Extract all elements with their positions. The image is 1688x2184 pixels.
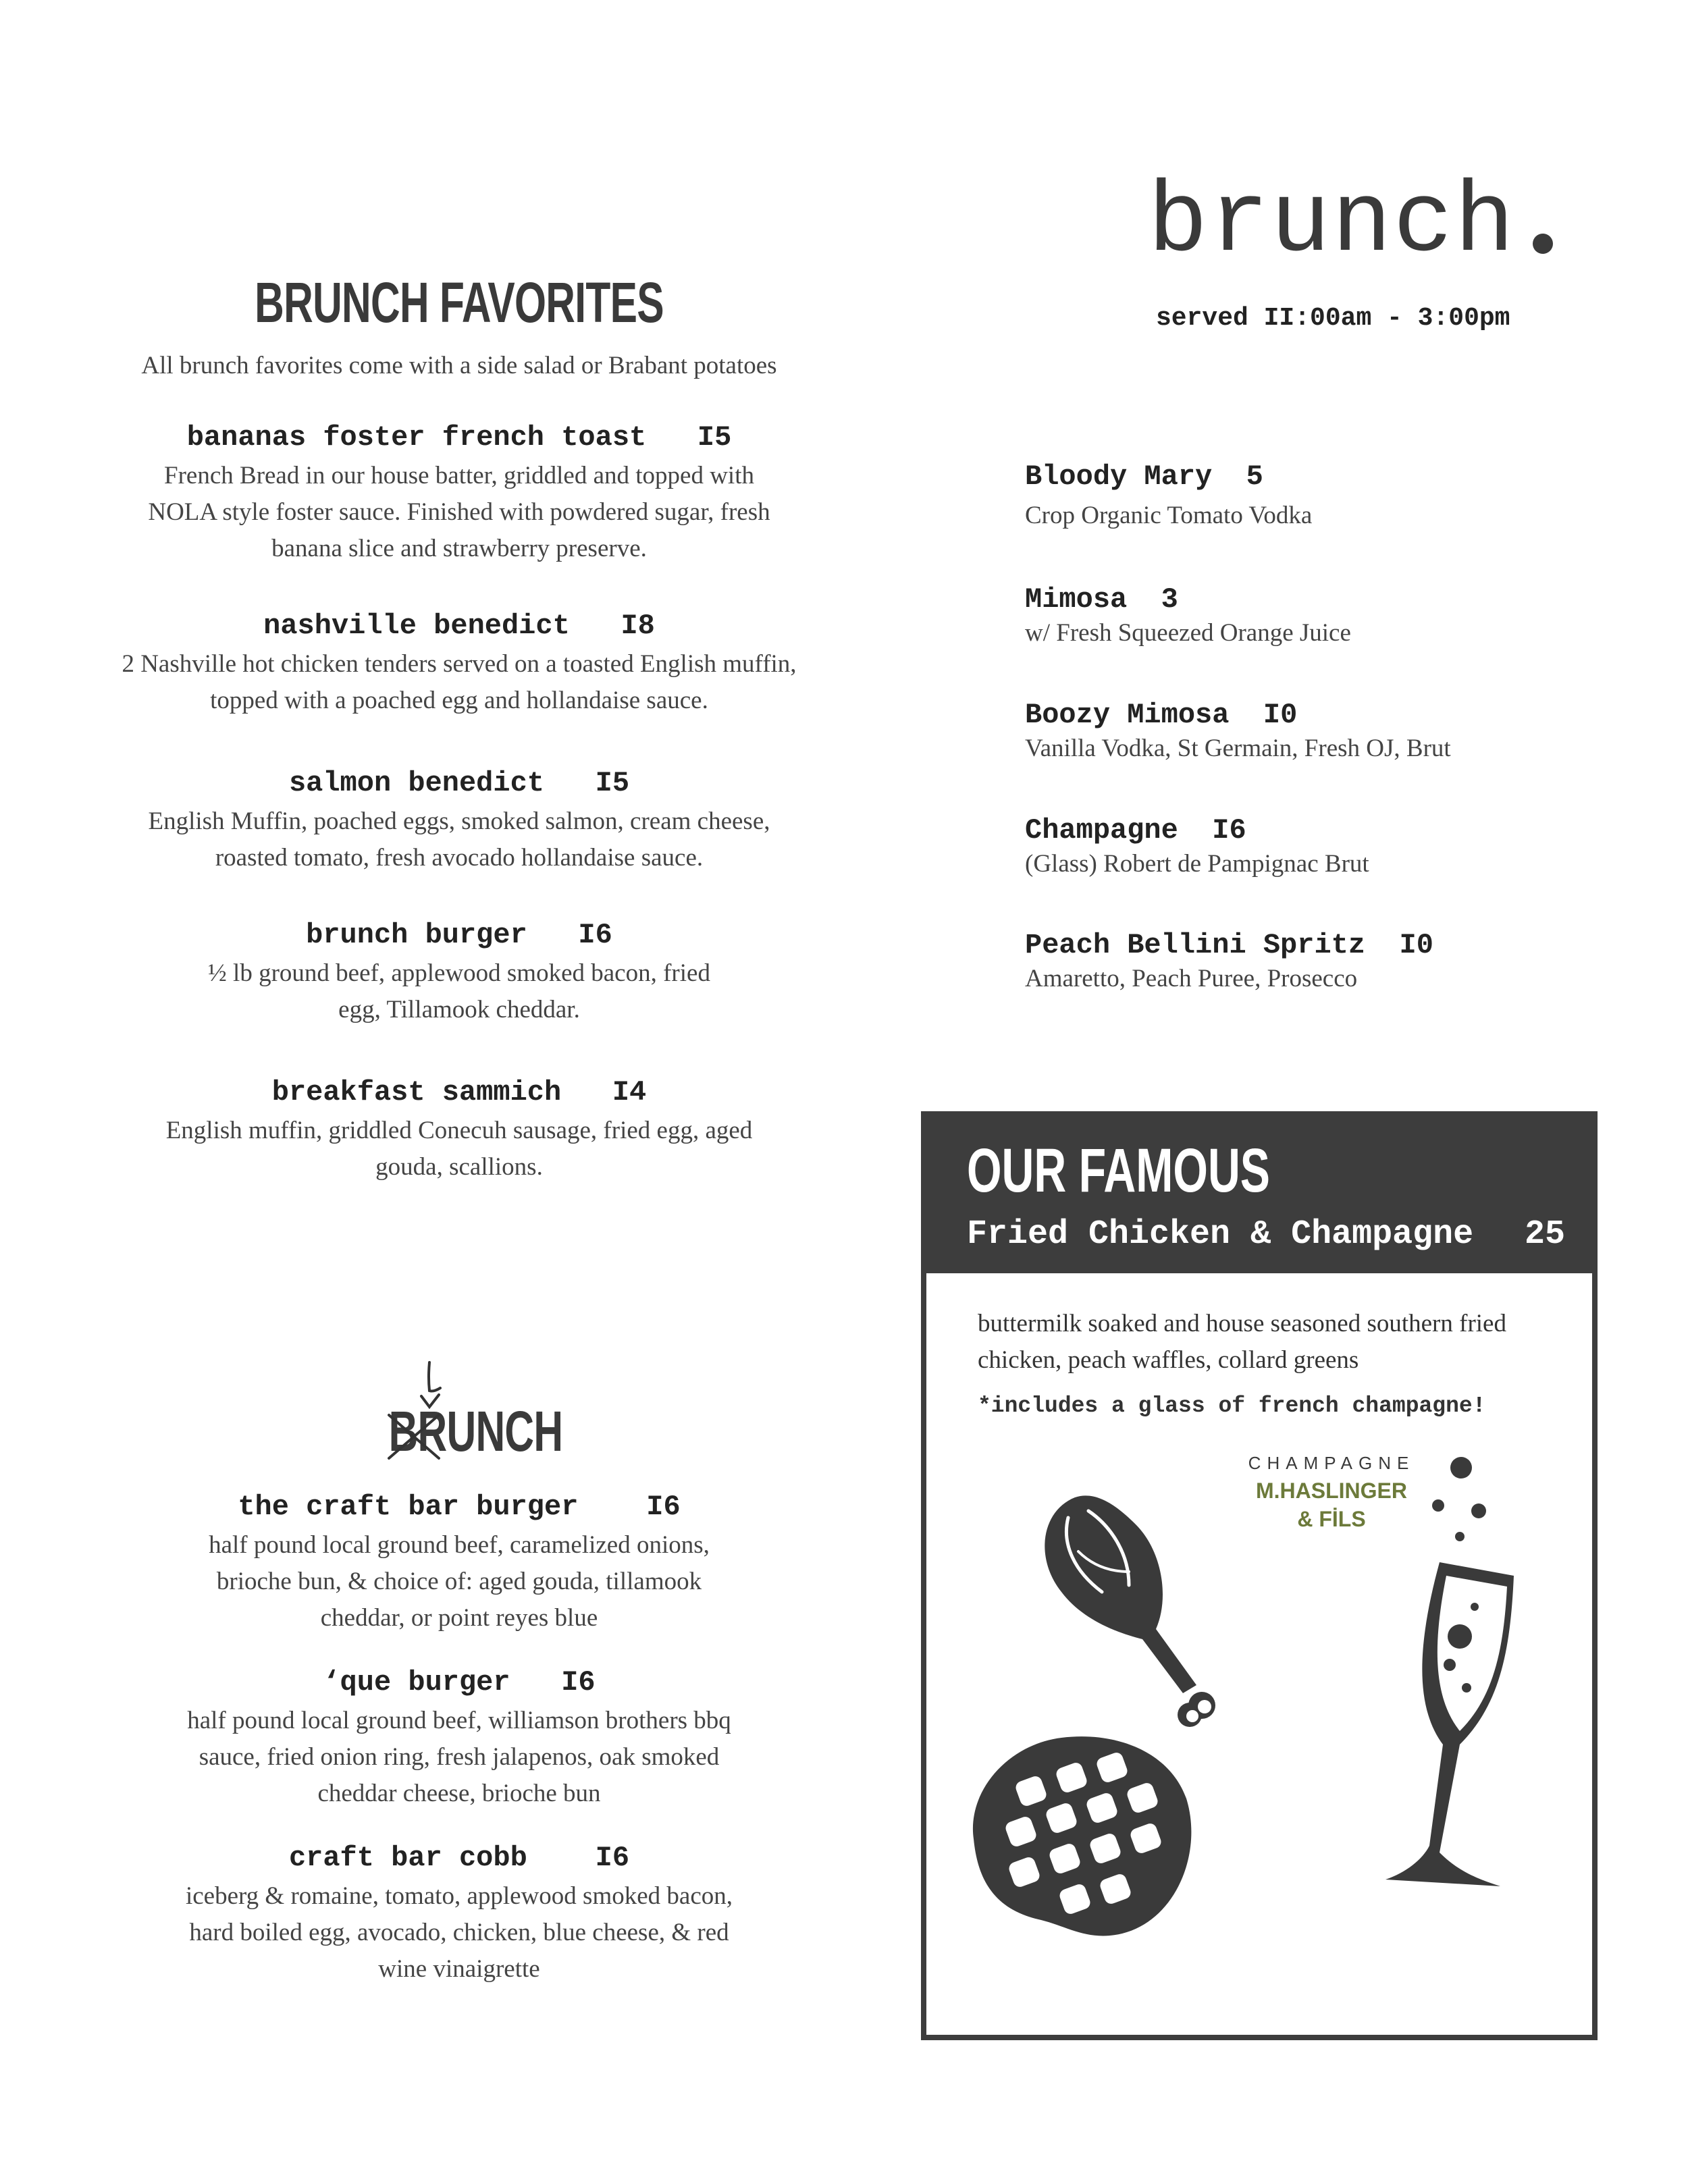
drink-name: Peach Bellini Spritz [1025,929,1366,961]
menu-item-description: half pound local ground beef, williamson brothers bbq sauce, fried onion ring, fresh jalapenos, oak smoked cheddar cheese, brioche bun [187,1707,731,1807]
menu-item [68,1666,851,1812]
champagne-logo-line2: M.HASLINGER [1256,1479,1407,1503]
menu-item-title [68,1666,851,1699]
menu-item-description: French Bread in our house batter, griddled and topped with NOLA style foster sauce. Finished with powdered sugar, fresh banana slice and strawberry preserve. [148,462,770,562]
menu-item-title [68,1842,851,1874]
menu-item-description: English Muffin, poached eggs, smoked salmon, cream cheese, roasted tomato, fresh avocado hollandaise sauce. [148,807,770,872]
menu-item-name: salmon benedict [288,767,544,799]
menu-item [68,610,851,719]
lunch-heading [384,1399,563,1473]
promo-price: 25 [1524,1215,1565,1254]
lunch-heading-rest: UNCH [446,1400,563,1463]
promo-note: *includes a glass of french champagne! [978,1393,1486,1418]
menu-item-price: I6 [646,1491,681,1523]
champagne-logo-line1: CHAMPAGNE [1248,1453,1415,1473]
menu-item-price: I6 [578,919,612,951]
menu-item-name: craft bar cobb [288,1842,527,1874]
drink-description: Vanilla Vodka, St Germain, Fresh OJ, Brut [1025,735,1451,762]
promo-heading: OUR FAMOUS [967,1136,1270,1205]
menu-item-description: half pound local ground beef, caramelized onions, brioche bun, & choice of: aged gouda, tillamook cheddar, or point reyes blue [209,1531,710,1632]
menu-item-description: ½ lb ground beef, applewood smoked bacon, fried egg, Tillamook cheddar. [208,959,710,1023]
lunch-heading-struck: BR [388,1400,447,1463]
drink-item [1025,929,1579,993]
brunch-favorites-intro: All brunch favorites come with a side salad or Brabant potatoes [141,352,777,379]
menu-item-title [68,1076,851,1109]
drink-description: Crop Organic Tomato Vodka [1025,502,1313,529]
menu-item-price: I6 [595,1842,630,1874]
drink-price: I0 [1399,929,1433,961]
menu-item [68,767,851,876]
menu-item [68,421,851,567]
menu-item-name: bananas foster french toast [186,421,647,454]
menu-item-title [68,421,851,454]
menu-item-price: I4 [612,1076,647,1109]
drink-title [1025,929,1579,961]
drink-price: I6 [1212,814,1246,847]
champagne-logo-line3: & FİLS [1297,1507,1366,1531]
menu-item-title [68,767,851,799]
menu-item-name: brunch burger [306,919,527,951]
menu-item-title [68,610,851,642]
menu-item [68,1842,851,1988]
menu-item [68,919,851,1028]
chicken-drumstick-icon [1028,1470,1271,1754]
menu-item-description: iceberg & romaine, tomato, applewood smoked bacon, hard boiled egg, avocado, chicken, blue cheese, & red wine vinaigrette [185,1882,733,1983]
drink-title [1025,460,1565,493]
menu-item-title [68,1491,851,1523]
drink-price: 5 [1246,460,1263,493]
drink-name: Champagne [1025,814,1178,847]
drink-item [1025,583,1565,647]
drink-description: (Glass) Robert de Pampignac Brut [1025,850,1369,878]
menu-item-price: I5 [697,421,732,454]
promo-subheading: Fried Chicken & Champagne [967,1215,1474,1254]
menu-item-price: I8 [621,610,655,642]
drink-title [1025,814,1565,847]
menu-item-price: I6 [561,1666,596,1699]
drink-price: 3 [1161,583,1178,616]
drink-name: Bloody Mary [1025,460,1213,493]
menu-item-name: nashville benedict [263,610,570,642]
drink-name: Boozy Mimosa [1025,699,1230,731]
drink-description: w/ Fresh Squeezed Orange Juice [1025,619,1351,647]
menu-item-description: 2 Nashville hot chicken tenders served on a toasted English muffin, topped with a poached egg and hollandaise sauce. [122,650,797,714]
promo-description: buttermilk soaked and house seasoned southern fried chicken, peach waffles, collard greens [978,1310,1506,1374]
menu-item-name: ‘que burger [323,1666,510,1699]
menu-item-name: the craft bar burger [238,1491,579,1523]
menu-item-name: breakfast sammich [271,1076,562,1109]
strikethrough-mark [385,1410,446,1464]
drink-price: I0 [1263,699,1298,731]
brunch-hours: served II:00am - 3:00pm [1156,304,1510,333]
brand-title-dot [1533,234,1553,254]
promo-header [926,1117,1592,1273]
drink-title [1025,699,1565,731]
drink-title [1025,583,1565,616]
brand-title: brunch [1148,167,1516,280]
drink-item [1025,699,1565,763]
menu-item-title [68,919,851,951]
drink-description: Amaretto, Peach Puree, Prosecco [1025,965,1358,992]
section-heading-brunch-favorites: BRUNCH FAVORITES [255,271,664,334]
menu-item [68,1076,851,1186]
champagne-flute-icon [1359,1447,1561,1934]
drink-name: Mimosa [1025,583,1128,616]
menu-item-description: English muffin, griddled Conecuh sausage, fried egg, aged gouda, scallions. [165,1117,753,1181]
menu-item [68,1491,851,1636]
waffle-icon [953,1724,1210,1954]
promo-box [921,1111,1598,2040]
menu-item-price: I5 [595,767,630,799]
drink-item [1025,460,1565,530]
drink-item [1025,814,1565,878]
